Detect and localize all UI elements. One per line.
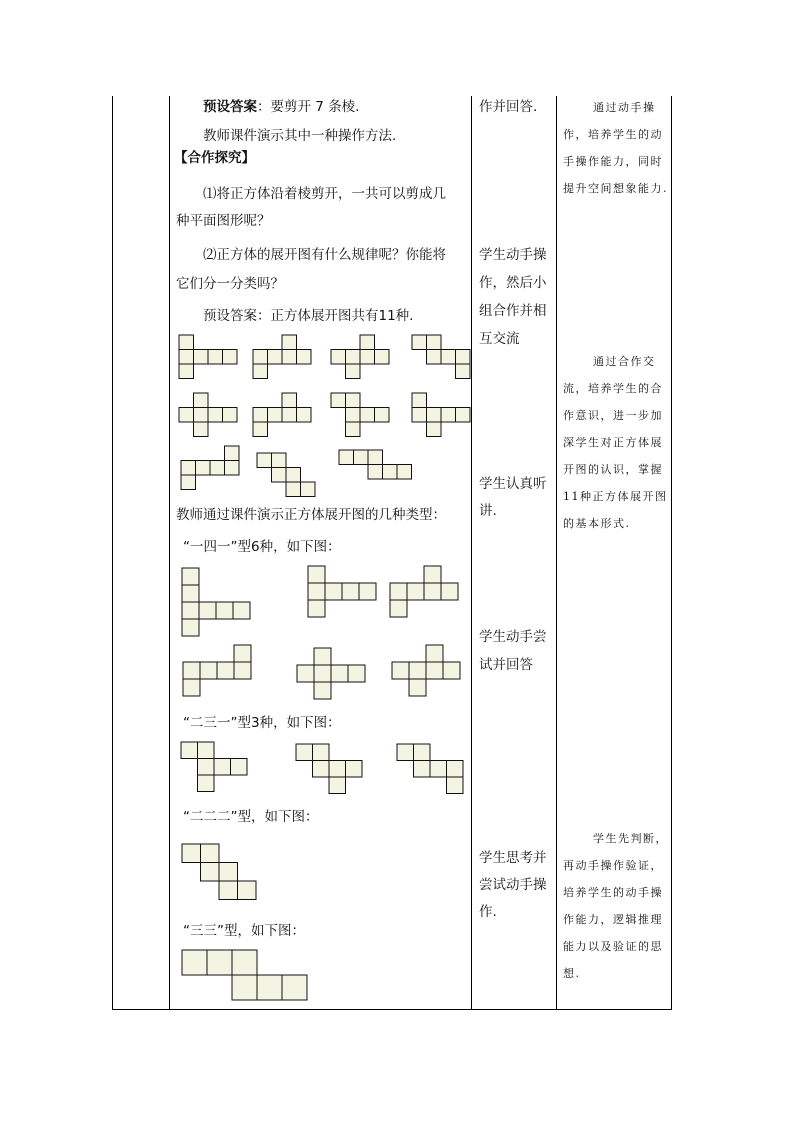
net-square (253, 408, 268, 423)
net-square (301, 482, 316, 497)
net-square (179, 350, 194, 365)
type-231-nets (181, 742, 463, 794)
net-square (346, 393, 361, 408)
net-141 (308, 566, 376, 617)
net-square (392, 662, 409, 679)
net-square (346, 761, 363, 778)
net-square (397, 465, 412, 480)
net-square (219, 863, 238, 882)
net-square (217, 662, 234, 679)
net-square (427, 335, 442, 350)
type-222-net (182, 844, 256, 900)
net-square (412, 408, 427, 423)
q1-line2: 种平面图形呢？ (176, 213, 271, 229)
net-square (441, 408, 456, 423)
net-square (282, 335, 297, 350)
net-square (447, 761, 464, 778)
net-square (375, 350, 390, 365)
section-heading: 【合作探究】 (174, 150, 255, 166)
net-square (314, 682, 331, 699)
net-square (314, 665, 331, 682)
net-square (199, 602, 216, 619)
net-222 (182, 844, 256, 900)
type-33-net (182, 950, 307, 1000)
net-square (272, 468, 287, 483)
net-231 (397, 744, 463, 794)
overview-net (331, 393, 389, 437)
net-141 (182, 568, 250, 636)
net-square (225, 461, 240, 476)
net-square (207, 950, 232, 975)
type-222-caption: “二二二”型，如下图： (183, 809, 319, 825)
net-square (214, 759, 231, 776)
student-activity-5: 学生思考并尝试动手操作. (479, 850, 547, 920)
overview-net (412, 393, 470, 437)
q2-line1: ⑵正方体的展开图有什么规律呢？你能将 (203, 247, 446, 263)
net-square (223, 350, 238, 365)
net-square (441, 583, 458, 600)
net-square (346, 422, 361, 437)
demo-text: 教师课件演示其中一种操作方法. (203, 128, 397, 144)
type-231-caption: “二三一”型3种，如下图： (183, 715, 341, 731)
types-intro: 教师通过课件演示正方体展开图的几种类型： (176, 507, 446, 523)
answer1-label: 预设答案 (203, 99, 257, 115)
student-activity-1: 作并回答. (479, 99, 538, 115)
net-square (342, 583, 359, 600)
net-square (282, 408, 297, 423)
net-square (282, 975, 307, 1000)
net-141 (392, 645, 460, 696)
answer2-label: 预设答案 (203, 308, 257, 324)
net-square (194, 408, 209, 423)
net-square (253, 364, 268, 379)
net-square (179, 408, 194, 423)
net-square (296, 744, 313, 761)
net-square (314, 648, 331, 665)
net-square (182, 619, 199, 636)
net-square (346, 350, 361, 365)
net-square (286, 468, 301, 483)
net-square (390, 583, 407, 600)
net-231 (181, 742, 247, 792)
net-square (223, 408, 238, 423)
net-square (427, 422, 442, 437)
net-square (181, 461, 196, 476)
net-square (297, 665, 314, 682)
net-square (297, 408, 312, 423)
net-square (182, 844, 201, 863)
net-square (219, 881, 238, 900)
net-141 (183, 645, 251, 696)
net-square (414, 761, 431, 778)
net-square (179, 364, 194, 379)
net-square (231, 759, 248, 776)
q2-line2: 它们分一分类吗？ (176, 276, 284, 292)
net-33 (182, 950, 307, 1000)
type-141-nets (182, 566, 460, 699)
net-square (325, 583, 342, 600)
net-square (441, 350, 456, 365)
net-square (208, 408, 223, 423)
student-activity-4: 学生动手尝试并回答 (479, 629, 547, 673)
net-square (179, 335, 194, 350)
net-square (331, 393, 346, 408)
net-square (368, 450, 383, 465)
answer1-text: ：要剪开 7 条棱. (257, 99, 360, 115)
net-square (407, 583, 424, 600)
net-square (348, 665, 365, 682)
net-square (313, 744, 330, 761)
net-square (181, 475, 196, 490)
net-square (331, 350, 346, 365)
net-square (282, 350, 297, 365)
net-square (414, 744, 431, 761)
net-square (257, 453, 272, 468)
net-square (424, 566, 441, 583)
net-square (426, 662, 443, 679)
net-square (329, 761, 346, 778)
type-33-caption: “三三”型，如下图： (183, 923, 305, 939)
net-square (232, 950, 257, 975)
net-square (286, 482, 301, 497)
net-square (216, 602, 233, 619)
net-square (390, 600, 407, 617)
net-square (181, 742, 198, 759)
net-square (272, 453, 287, 468)
net-square (360, 408, 375, 423)
net-square (346, 408, 361, 423)
net-square (331, 665, 348, 682)
net-square (427, 350, 442, 365)
net-square (238, 881, 257, 900)
net-square (183, 662, 200, 679)
design-intent-1: 通过动手操作，培养学生的动手操作能力，同时提升空间想象能力. (563, 101, 668, 195)
net-square (409, 679, 426, 696)
net-square (210, 461, 225, 476)
net-square (208, 350, 223, 365)
net-square (182, 602, 199, 619)
overview-net (331, 335, 389, 379)
net-square (225, 446, 240, 461)
q1-line1: ⑴将正方体沿着棱剪开，一共可以剪成几 (203, 186, 446, 202)
net-square (200, 662, 217, 679)
net-square (308, 566, 325, 583)
net-square (308, 600, 325, 617)
net-square (201, 844, 220, 863)
net-square (368, 465, 383, 480)
net-square (196, 461, 211, 476)
net-square (234, 645, 251, 662)
net-141 (297, 648, 365, 699)
net-square (268, 408, 283, 423)
type-141-caption: “一四一”型6种，如下图： (183, 539, 341, 555)
student-activity-2: 学生动手操作，然后小组合作并相互交流 (479, 247, 547, 347)
net-231 (296, 744, 362, 794)
net-square (359, 583, 376, 600)
net-square (253, 422, 268, 437)
net-square (308, 583, 325, 600)
net-square (412, 335, 427, 350)
net-square (253, 350, 268, 365)
net-square (198, 742, 215, 759)
net-square (360, 335, 375, 350)
net-square (268, 350, 283, 365)
net-square (198, 775, 215, 792)
net-square (375, 408, 390, 423)
net-square (233, 602, 250, 619)
answer2-text: ：正方体展开图共有11种. (257, 308, 414, 324)
overview-net (181, 446, 239, 490)
net-square (456, 350, 471, 365)
overview-net (257, 453, 315, 497)
overview-net (253, 393, 311, 437)
net-square (430, 761, 447, 778)
net-square (194, 350, 209, 365)
net-square (257, 975, 282, 1000)
net-square (198, 759, 215, 776)
net-square (182, 568, 199, 585)
overview-net (179, 393, 237, 437)
net-square (194, 393, 209, 408)
net-square (354, 450, 369, 465)
net-square (456, 364, 471, 379)
design-intent-3: 学生先判断，再动手操作验证，培养学生的动手操作能力，逻辑推理能力以及验证的思想. (563, 832, 668, 980)
net-square (234, 662, 251, 679)
net-square (447, 777, 464, 794)
net-square (183, 679, 200, 696)
net-square (426, 645, 443, 662)
net-square (456, 408, 471, 423)
overview-net (179, 335, 237, 379)
overview-nets (179, 335, 470, 497)
net-square (360, 350, 375, 365)
overview-net (339, 450, 412, 479)
net-square (201, 863, 220, 882)
design-intent-2: 通过合作交流，培养学生的合作意识，进一步加深学生对正方体展开图的认识，掌握11种正方体展开图的基本形式. (563, 355, 668, 530)
net-square (194, 422, 209, 437)
net-square (182, 950, 207, 975)
net-square (383, 465, 398, 480)
overview-net (253, 335, 311, 379)
net-square (397, 744, 414, 761)
net-square (339, 450, 354, 465)
net-141 (390, 566, 458, 617)
net-square (232, 975, 257, 1000)
net-square (346, 364, 361, 379)
net-square (409, 662, 426, 679)
overview-net (412, 335, 470, 379)
net-square (313, 761, 330, 778)
net-square (329, 777, 346, 794)
net-square (443, 662, 460, 679)
net-square (427, 408, 442, 423)
net-square (424, 583, 441, 600)
net-square (297, 350, 312, 365)
net-square (182, 585, 199, 602)
net-square (282, 393, 297, 408)
net-square (412, 393, 427, 408)
student-activity-3: 学生认真听讲. (479, 476, 547, 519)
